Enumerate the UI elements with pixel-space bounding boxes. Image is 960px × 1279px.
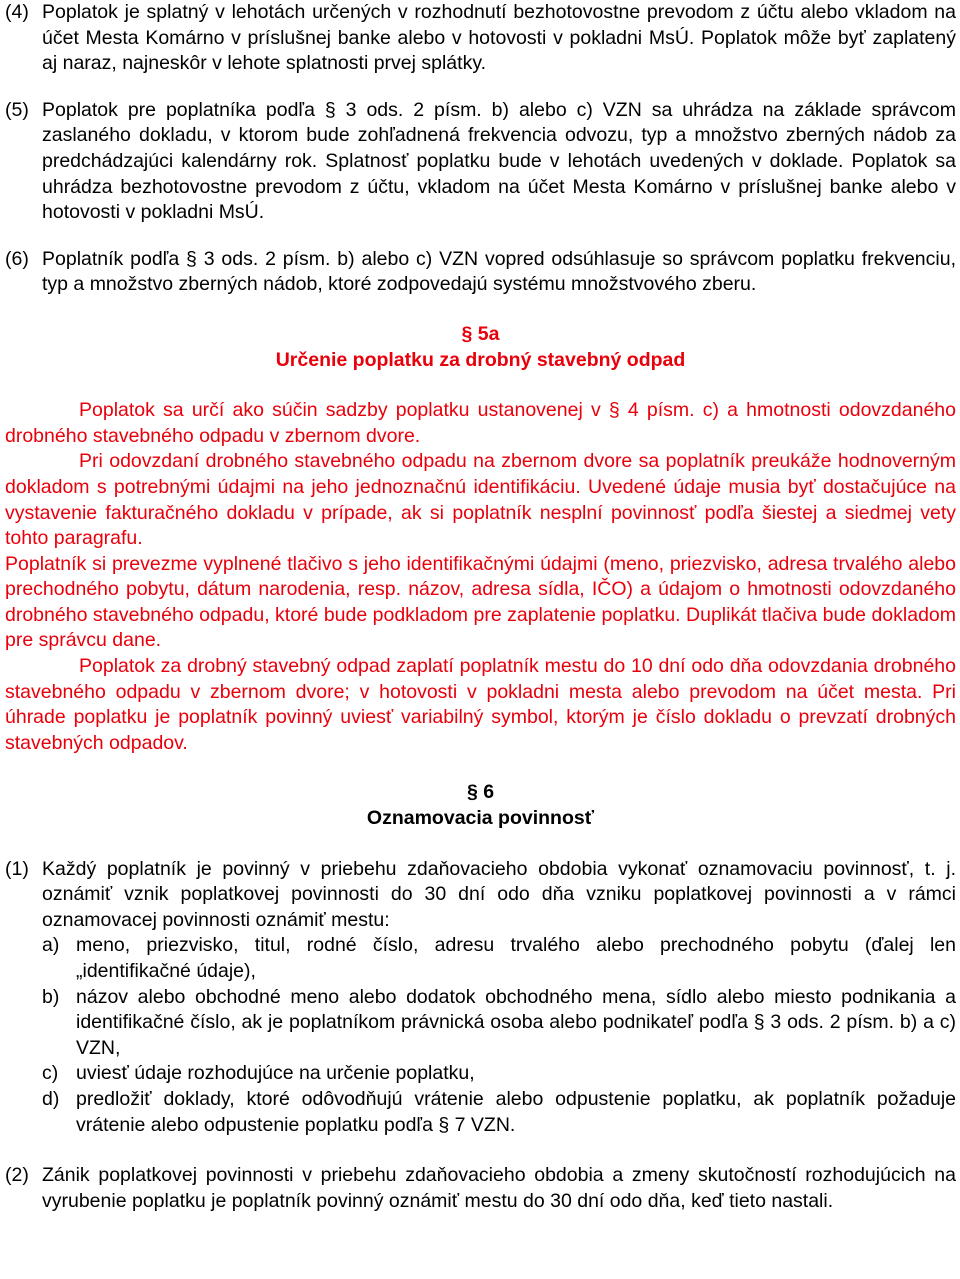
list-item: [42, 1061, 956, 1087]
list-item-text: názov alebo obchodné meno alebo dodatok obchodného mena, sídlo alebo miesto podnikania a identifikačné číslo, ak je poplatníkom právnická osoba alebo podnikateľ podľa § 3 ods. 2 písm. b) a c) VZN,: [76, 985, 956, 1059]
section-5a-number: § 5a: [461, 322, 500, 345]
section-6-item-2: [5, 1163, 956, 1214]
section-5a-paragraph: Poplatok za drobný stavebný odpad zaplatí poplatník mestu do 10 dní odo dňa odovzdania drobného stavebného odpadu v zbernom dvore; v hotovosti v pokladni mesta alebo prevodom na účet mesta. Pri úhrade poplatku je poplatník povinný uviesť variabilný symbol, ktorým je číslo dokladu o prevzatí drobných stavebných odpadov.: [5, 655, 956, 754]
section-6-number: § 6: [466, 781, 495, 804]
list-item: [42, 1087, 956, 1138]
section-5a-paragraph: Poplatník si prevezme vyplnené tlačivo s jeho identifikačnými údajmi (meno, priezvisko, adresa trvalého alebo prechodného pobytu, dátum narodenia, resp. názov, adresa sídla, IČO) a údajom o hmotnosti odovzdaného drobného stavebného odpadu, ktoré bude podkladom pre zaplatenie poplatku. Duplikát tlačiva bude dokladom pre správcu dane.: [5, 552, 956, 652]
item-number: (2): [5, 1164, 29, 1187]
paragraph-6: [5, 247, 956, 298]
list-item: [42, 985, 956, 1062]
item-number: (1): [5, 857, 29, 880]
item-text: Každý poplatník je povinný v priebehu zdaňovacieho obdobia vykonať oznamovaciu povinnosť, t. j. oznámiť vznik poplatkovej povinnosti do 30 dní odo dňa vzniku poplatkovej povinnosti a v rámci oznamovacej povinnosti oznámiť mestu:: [42, 857, 956, 931]
section-5a-paragraph: Pri odovzdaní drobného stavebného odpadu na zbernom dvore sa poplatník preukáže hodnoverným dokladom s potrebnými údajmi na jeho jednoznačnú identifikáciu. Uvedené údaje musia byť dostačujúce na vystavenie fakturačného dokladu v prípade, ak si poplatník nesplní povinnosť podľa šiestej a siedmej vety tohto paragrafu.: [5, 450, 956, 550]
paragraph-text: Poplatník podľa § 3 ods. 2 písm. b) alebo c) VZN vopred odsúhlasuje so správcom poplatku frekvenciu, typ a množstvo zberných nádob, ktoré zodpovedajú systému množstvového zberu.: [42, 247, 956, 296]
list-item-letter: d): [42, 1087, 60, 1110]
section-5a-paragraph: Poplatok sa určí ako súčin sadzby poplatku ustanovenej v § 4 písm. c) a hmotnosti odovzdaného drobného stavebného odpadu v zbernom dvore.: [5, 399, 956, 447]
list-item-letter: b): [42, 985, 60, 1008]
paragraph-number: (5): [5, 98, 29, 121]
list-item-text: meno, priezvisko, titul, rodné číslo, adresu trvalého alebo prechodného pobytu (ďalej len „identifikačné údaje),: [76, 934, 956, 982]
list-item: [42, 933, 956, 984]
paragraph-text: Poplatok pre poplatníka podľa § 3 ods. 2 písm. b) alebo c) VZN sa uhrádza na základe správcom zaslaného dokladu, v ktorom bude zohľadnená frekvencia odvozu, typ a množstvo zberných nádob za predchádzajúci kalendárny rok. Splatnosť poplatku bude v lehotách uvedených v doklade. Poplatok sa uhrádza bezhotovostne prevodom z účtu, vkladom na účet Mesta Komárno v príslušnej banke alebo v hotovosti v pokladni MsÚ.: [42, 98, 956, 224]
section-6-title: Oznamovacia povinnosť: [366, 807, 595, 830]
paragraph-5: [5, 98, 956, 226]
list-item-letter: a): [42, 934, 60, 957]
paragraph-4: [5, 0, 956, 77]
sub-list: [5, 933, 956, 1138]
list-item-text: uviesť údaje rozhodujúce na určenie poplatku,: [76, 1062, 475, 1085]
paragraph-text: Poplatok je splatný v lehotách určených v rozhodnutí bezhotovostne prevodom z účtu alebo vkladom na účet Mesta Komárno v príslušnej banke alebo v hotovosti v pokladni MsÚ. Poplatok môže byť zaplatený aj naraz, najneskôr v lehote splatnosti prvej splátky.: [42, 1, 956, 75]
list-item-letter: c): [42, 1062, 59, 1085]
list-item-text: predložiť doklady, ktoré odôvodňujú vrátenie alebo odpustenie poplatku, ak poplatník požaduje vrátenie alebo odpustenie poplatku podľa § 7 VZN.: [76, 1087, 956, 1136]
section-6-item-1: [5, 857, 956, 934]
section-5a-title: Určenie poplatku za drobný stavebný odpad: [275, 348, 686, 371]
paragraph-number: (6): [5, 247, 29, 270]
paragraph-number: (4): [5, 1, 29, 23]
item-text: Zánik poplatkovej povinnosti v priebehu zdaňovacieho obdobia a zmeny skutočností rozhodujúcich na vyrubenie poplatku je poplatník povinný oznámiť mestu do 30 dní odo dňa, keď tieto nastali.: [42, 1164, 956, 1212]
